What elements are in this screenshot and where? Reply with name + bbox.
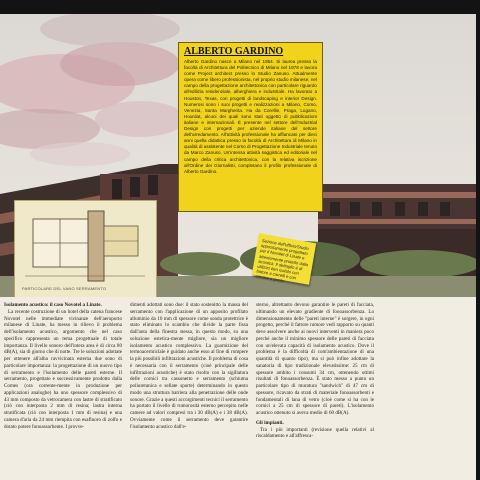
bio-title: ALBERTO GARDINO xyxy=(184,46,284,57)
sticky-note-text: Sezione dell'ufficio/Studio appositamente progettato per il Novatel di Linate e attentamente protetto dalla acustica. Il dettaglio è di utilizzo ben isolato con fattore a carrelli e con cornice a punto. xyxy=(255,237,310,284)
col3-body-2: Tra i più importanti (revisione quella relativi al riscaldamento e all'affresca- xyxy=(256,426,374,440)
right-edge xyxy=(476,0,480,480)
bio-box xyxy=(178,42,323,212)
col1-heading: Isolamento acustico: il caso Novotel a Linate. xyxy=(4,302,102,308)
col2-body: dimenti adottati sono due: il stato sostenitto la massa del serramento con l'applicazione di un apposito profilato alluminio da 10 mm di spessore come sonda protettrice è stato eliminato lo scambio che divide la parte fissa dall'anta della finestra stessa, in questo modo, su una soluzione estetica-mente migliore, sia un migliore isolamento acustico complessivo. La guarnizione del termoacermiclale è guidato anche esso al fine di rompere la più possibili infiltrazioni acustiche. Il problema di cosa è necessaria con il serramento (cioè principale delle infiltrazioni acustiche) è stato risolto con la sigillatura delle cornici tra cassonetto e serramento (schiuma poliuretanica e sellate sporte) determinando in questo modo una struttura barriera alla penetrazione delle onde sonore. Grazie a questi accorgimenti tecnici il serramento ha portato il livello di rumorosità esterno percepito nelle camere ad valori compresi tra i 30 dB(A) e i 38 dB(A). Ovviamente come il serramento deve garantire l'isolamento acustico dall'e- xyxy=(130,302,248,430)
bio-text: Alberto Gardino nasce a Milano nel 1954. Si laurea presso la facoltà di Architettura del Politecnico di Milano nel 1978 e lavora come Project architect presso lo Studio Zanuso. Attualmente opera come libero professionista, nel proprio studio milanese, nel campo della progettazione architettonica con particolare riguardo all'edilizia residenziale, alberghiera e industriale. Ha lavorato a Houston, Texas, con progetti di landscaping e interior Design. Numerosi sono i suoi progetti e realizzazioni a Milano, Como, Venezia, Santa Margherita. Ha da Corellie, Praga, Lugano, Hourdat, alcuni dei quali sono stati oggetto di pubblicazioni italiane e internazionali. È presente nel settore dell'Industrial Design con progetti per aziende italiane del settore dell'arredamento. All'attività professionale ha affiancato per dieci anni quella didattica presso la facoltà di Architettura di Milano in qualità di assistente nel Corso di Progettazione Industriale tenuto da Marco Zanuso. Un'intensa attività saggistica ed editoriale nel campo della critica architettonica, con la relativa iscrizione all'Ordine dei Giornalisti, completano il profilo professionale di Alberto Gardino. xyxy=(184,59,317,174)
col3-body: sterno, altrettanto devono garantire le pareti di facciata, ultimando un elevato gradiente di fonoassorbenza. Lo dimensionamento delle "pareti interne" è sorgere, in ogni progetto, perché il fattore rumore vedi rapporto su quanti deve assolvere anche ai nuovi interventi in maniera poco perché anche il minimo spessore delle pareti di facciata con un'elevata capacità di isolamento acustico. Dove il problema è la difficoltà di com'ambientazione di una quantità di quanto tipo), ma si può infine adottare la sanatoria di tipo tradizionale elevatissime: 25 cm di spessore ambito i consumi 34 cm, ottenendo ottimi risultati di fonoassorbenza. È stato messo a punto un particolare tipo di muratura "sandwich" di 47 cm di spessore, ricavato da strati di materiale fonoassorbenti e fondamentali di lana di vetro (cioè come si ha con le cornici a 25 cm di spessore di pareti). L'isolamento acustico ottenuto si aveva medio di 60 dB(A). xyxy=(256,302,374,416)
col3-heading: Gli impianti. xyxy=(256,419,284,426)
col1-body: La recente costruzione di un hotel della catena francese Novotel nelle immediate vicinanze dell'aeroporto milanese di Linate, ha messo in rilievo il problema dell'isolamento acustico, argomento che nel caso specifico rappresenta un tema progettuale di totale importanza. Il livello sonoro dell'intera area è di circa 80 dB(A), sia di giorno che di notte. Tre le soluzioni adottate per ottenere all'alba ravvicinata esterna due sono di particolare importanza: la progettazione di un nuovo tipo di serramento e l'isolamento delle pareti esterne. Il serramento, progettato e successivamente prodotto dalla Comes (ora corrente-mente in produzione per applicazioni analoghe) ha uno spessore complessivo di 43 mm composto da vetrocamera con lastre di stratificato (ciò con interposta 2 mm di resina; lastra interna stratificata (ciò con interposta 1 mm di resina) e una camera d'aria da 24 mm riempita con esafluoro di zolfo e dotato potere fonoassorbente. I provve- xyxy=(4,308,122,430)
sticky-note xyxy=(252,233,316,284)
building-photo xyxy=(0,14,476,297)
section-drawing-svg xyxy=(15,201,156,297)
text-column-2 xyxy=(130,302,248,430)
section-drawing xyxy=(14,200,157,297)
text-column-3 xyxy=(256,302,374,440)
drawing-caption: PARTICOLARE DEL VANO SERRAMENTO xyxy=(22,286,107,291)
magazine-page xyxy=(0,14,476,480)
text-column-1 xyxy=(4,302,122,430)
